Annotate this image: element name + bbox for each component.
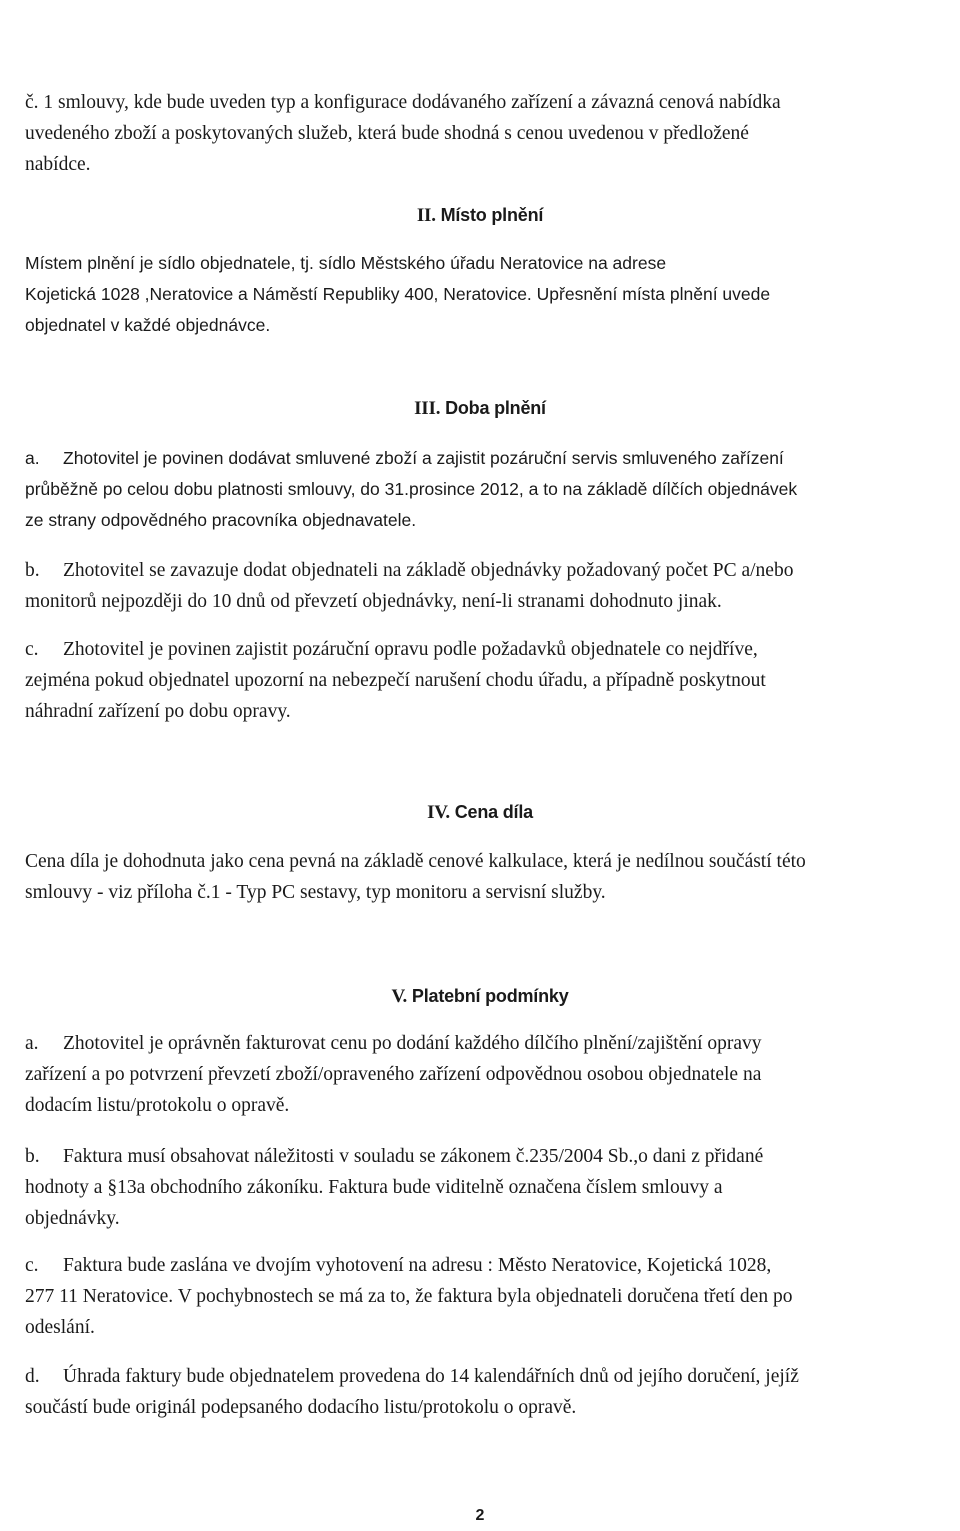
list-item-platebni-d [25,1361,935,1423]
paragraph-line: objednatel v každé objednávce. [25,315,271,335]
paragraph-line: Zhotovitel je oprávněn fakturovat cenu po dodání každého dílčího plnění/zajištění opravy [63,1033,762,1054]
section-number: III. [414,398,441,419]
paragraph-line: objednávky. [25,1208,120,1229]
paragraph-line: dodacím listu/protokolu o opravě. [25,1095,290,1116]
paragraph-line: Zhotovitel se zavazuje dodat objednateli na základě objednávky požadovaný počet PC a/nebo [63,560,794,581]
section-title: Místo plnění [440,205,544,225]
paragraph-line: Zhotovitel je povinen zajistit pozáruční opravu podle požadavků objednatele co nejdříve, [63,639,758,660]
list-item-label: a. [25,1033,39,1054]
paragraph-line: součástí bude originál podepsaného dodacího listu/protokolu o opravě. [25,1397,577,1418]
list-item-label: c. [25,639,39,660]
section-paragraph-misto-plneni [25,248,935,341]
list-item-platebni-b [25,1141,935,1234]
paragraph-line: smlouvy - viz příloha č.1 - Typ PC sestavy, typ monitoru a servisní služby. [25,882,606,903]
list-item-platebni-a [25,1028,935,1121]
list-item-label: b. [25,1146,40,1167]
paragraph-line: odeslání. [25,1317,95,1338]
paragraph-line: ze strany odpovědného pracovníka objednavatele. [25,510,417,530]
paragraph-line: zařízení a po potvrzení převzetí zboží/opraveného zařízení odpovědnou osobou objednatele na [25,1064,762,1085]
section-title: Doba plnění [445,398,546,418]
section-heading-doba-plneni [0,393,960,424]
section-number: II. [416,205,436,226]
section-title: Cena díla [454,802,533,822]
list-item-label: d. [25,1366,40,1387]
paragraph-line: monitorů nejpozději do 10 dnů od převzetí objednávky, není-li stranami dohodnuto jinak. [25,591,722,612]
section-number: V. [391,986,408,1007]
intro-line: č. 1 smlouvy, kde bude uveden typ a konfigurace dodávaného zařízení a závazná cenová nabídka [25,92,781,113]
paragraph-line: Zhotovitel je povinen dodávat smluvené zboží a zajistit pozáruční servis smluveného zařízení [63,448,784,468]
paragraph-line: průběžně po celou dobu platnosti smlouvy, do 31.prosince 2012, a to na základě dílčích objednávek [25,479,798,499]
section-title: Platební podmínky [411,986,569,1006]
list-item-doba-c [25,634,935,727]
section-heading-cena-dila [0,797,960,828]
paragraph-line: zejména pokud objednatel upozorní na nebezpečí narušení chodu úřadu, a případně poskytnout [25,670,766,691]
list-item-doba-a [25,443,935,536]
list-item-label: b. [25,560,40,581]
paragraph-line: náhradní zařízení po dobu opravy. [25,701,291,722]
paragraph-line: Místem plnění je sídlo objednatele, tj. sídlo Městského úřadu Neratovice na adrese [25,253,667,273]
section-paragraph-cena-dila [25,846,935,908]
section-heading-platebni-podminky [0,981,960,1012]
paragraph-line: Úhrada faktury bude objednatelem provedena do 14 kalendářních dnů od jejího doručení, jejíž [63,1366,799,1387]
section-number: IV. [427,802,450,823]
intro-paragraph [25,87,935,180]
intro-line: uvedeného zboží a poskytovaných služeb, která bude shodná s cenou uvedenou v předložené [25,123,749,144]
section-heading-misto-plneni [0,200,960,231]
list-item-label: a. [25,448,40,468]
paragraph-line: Cena díla je dohodnuta jako cena pevná na základě cenové kalkulace, která je nedílnou součástí této [25,851,806,872]
paragraph-line: Faktura bude zaslána ve dvojím vyhotovení na adresu : Město Neratovice, Kojetická 1028, [63,1255,772,1276]
list-item-doba-b [25,555,935,617]
paragraph-line: 277 11 Neratovice. V pochybnostech se má za to, že faktura byla objednateli doručena třetí den po [25,1286,793,1307]
list-item-platebni-c [25,1250,935,1343]
paragraph-line: Kojetická 1028 ,Neratovice a Náměstí Republiky 400, Neratovice. Upřesnění místa plnění uvede [25,284,771,304]
paragraph-line: Faktura musí obsahovat náležitosti v souladu se zákonem č.235/2004 Sb.,o dani z přidané [63,1146,764,1167]
page-number: 2 [475,1507,485,1524]
paragraph-line: hodnoty a §13a obchodního zákoníku. Faktura bude viditelně označena číslem smlouvy a [25,1177,723,1198]
intro-line: nabídce. [25,154,91,175]
list-item-label: c. [25,1255,39,1276]
